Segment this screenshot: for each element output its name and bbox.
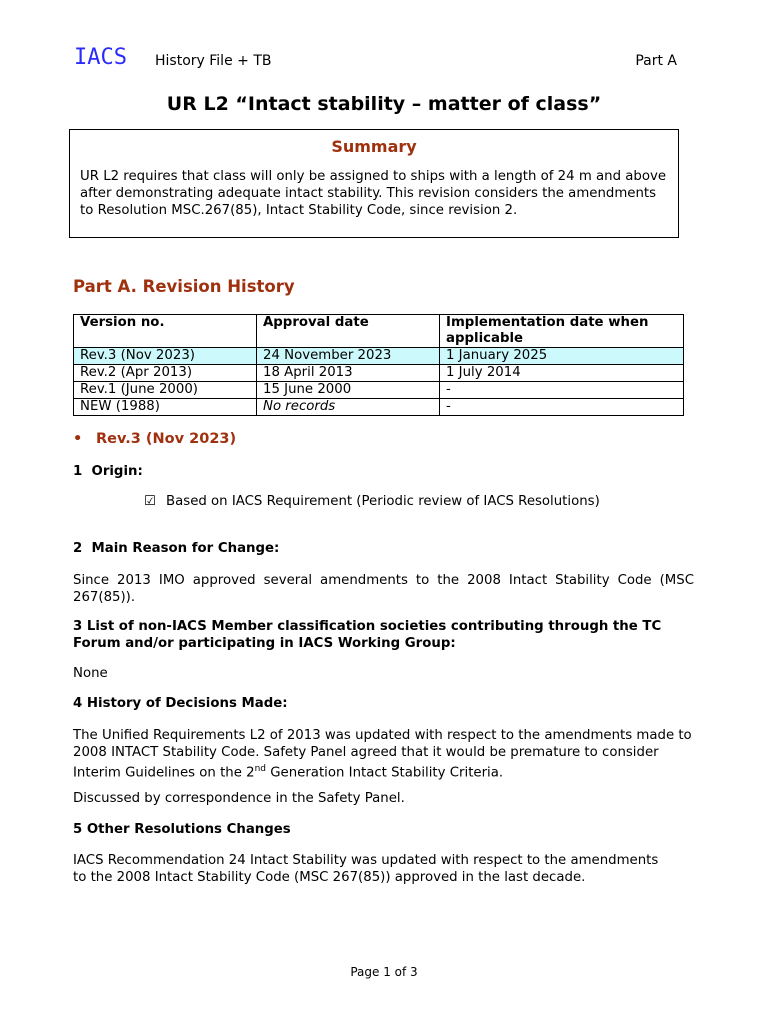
summary-box (69, 129, 679, 238)
table-cell: Rev.1 (June 2000) (74, 382, 257, 399)
rev3-bullet (73, 431, 236, 447)
decisions-text-b: Generation Intact Stability Criteria. (266, 765, 504, 781)
decisions-text (73, 727, 694, 781)
table-row (74, 365, 684, 382)
doc-type: History File + TB (155, 53, 272, 69)
decisions-text-2: Discussed by correspondence in the Safety Panel. (73, 791, 405, 806)
table-cell: 24 November 2023 (257, 348, 440, 365)
revision-history-heading: Part A. Revision History (73, 277, 295, 296)
page-title: UR L2 “Intact stability – matter of class” (166, 93, 602, 115)
table-cell: - (440, 399, 684, 416)
origin-item (144, 494, 600, 509)
non-iacs-heading: 3 List of non-IACS Member classification societies contributing through the TC Forum and/or participating in IACS Working Group: (73, 619, 662, 651)
origin-heading: 1 Origin: (73, 464, 143, 479)
table-cell: 1 July 2014 (440, 365, 684, 382)
bullet-icon: • (73, 431, 83, 447)
decisions-text-a: The Unified Requirements L2 of 2013 was updated with respect to the amendments made to 2008 INTACT Stability Code. Safety Panel agreed that it would be premature to consider Interim Guidelines on the 2 (73, 728, 692, 781)
superscript: nd (254, 764, 267, 774)
page-number: Page 1 of 3 (350, 965, 418, 979)
reason-text: Since 2013 IMO approved several amendments to the 2008 Intact Stability Code (MSC 267(85)). (73, 573, 694, 605)
column-header: Approval date (257, 315, 440, 348)
other-changes-heading: 5 Other Resolutions Changes (73, 822, 291, 837)
table-cell: NEW (1988) (74, 399, 257, 416)
table-cell: 1 January 2025 (440, 348, 684, 365)
rev3-heading: Rev.3 (Nov 2023) (96, 431, 237, 447)
table-row (74, 399, 684, 416)
table-cell: 18 April 2013 (257, 365, 440, 382)
table-cell: 15 June 2000 (257, 382, 440, 399)
column-header: Implementation date when applicable (440, 315, 684, 348)
column-header: Version no. (74, 315, 257, 348)
summary-heading: Summary (331, 137, 417, 156)
reason-heading: 2 Main Reason for Change: (73, 541, 280, 556)
origin-text: Based on IACS Requirement (Periodic review of IACS Resolutions) (166, 494, 600, 509)
table-cell: Rev.2 (Apr 2013) (74, 365, 257, 382)
table-cell: - (440, 382, 684, 399)
other-changes-text: IACS Recommendation 24 Intact Stability was updated with respect to the amendments to the 2008 Intact Stability Code (MSC 267(85)) approved in the last decade. (73, 853, 659, 885)
summary-text: UR L2 requires that class will only be assigned to ships with a length of 24 m and above after demonstrating adequate intact stability. This revision considers the amendments to Resolution MSC.267(85), Intact Stability Code, since revision 2. (80, 169, 667, 218)
table-cell: No records (257, 399, 440, 416)
decisions-heading: 4 History of Decisions Made: (73, 696, 288, 711)
non-iacs-text: None (73, 666, 108, 681)
part-label: Part A (635, 53, 677, 69)
table-row (74, 382, 684, 399)
table-row (74, 348, 684, 365)
checkbox-checked-icon: ☑ (144, 494, 156, 509)
iacs-logo: IACS (74, 45, 127, 70)
revision-table (73, 314, 684, 416)
table-cell: Rev.3 (Nov 2023) (74, 348, 257, 365)
table-header-row (74, 315, 684, 348)
